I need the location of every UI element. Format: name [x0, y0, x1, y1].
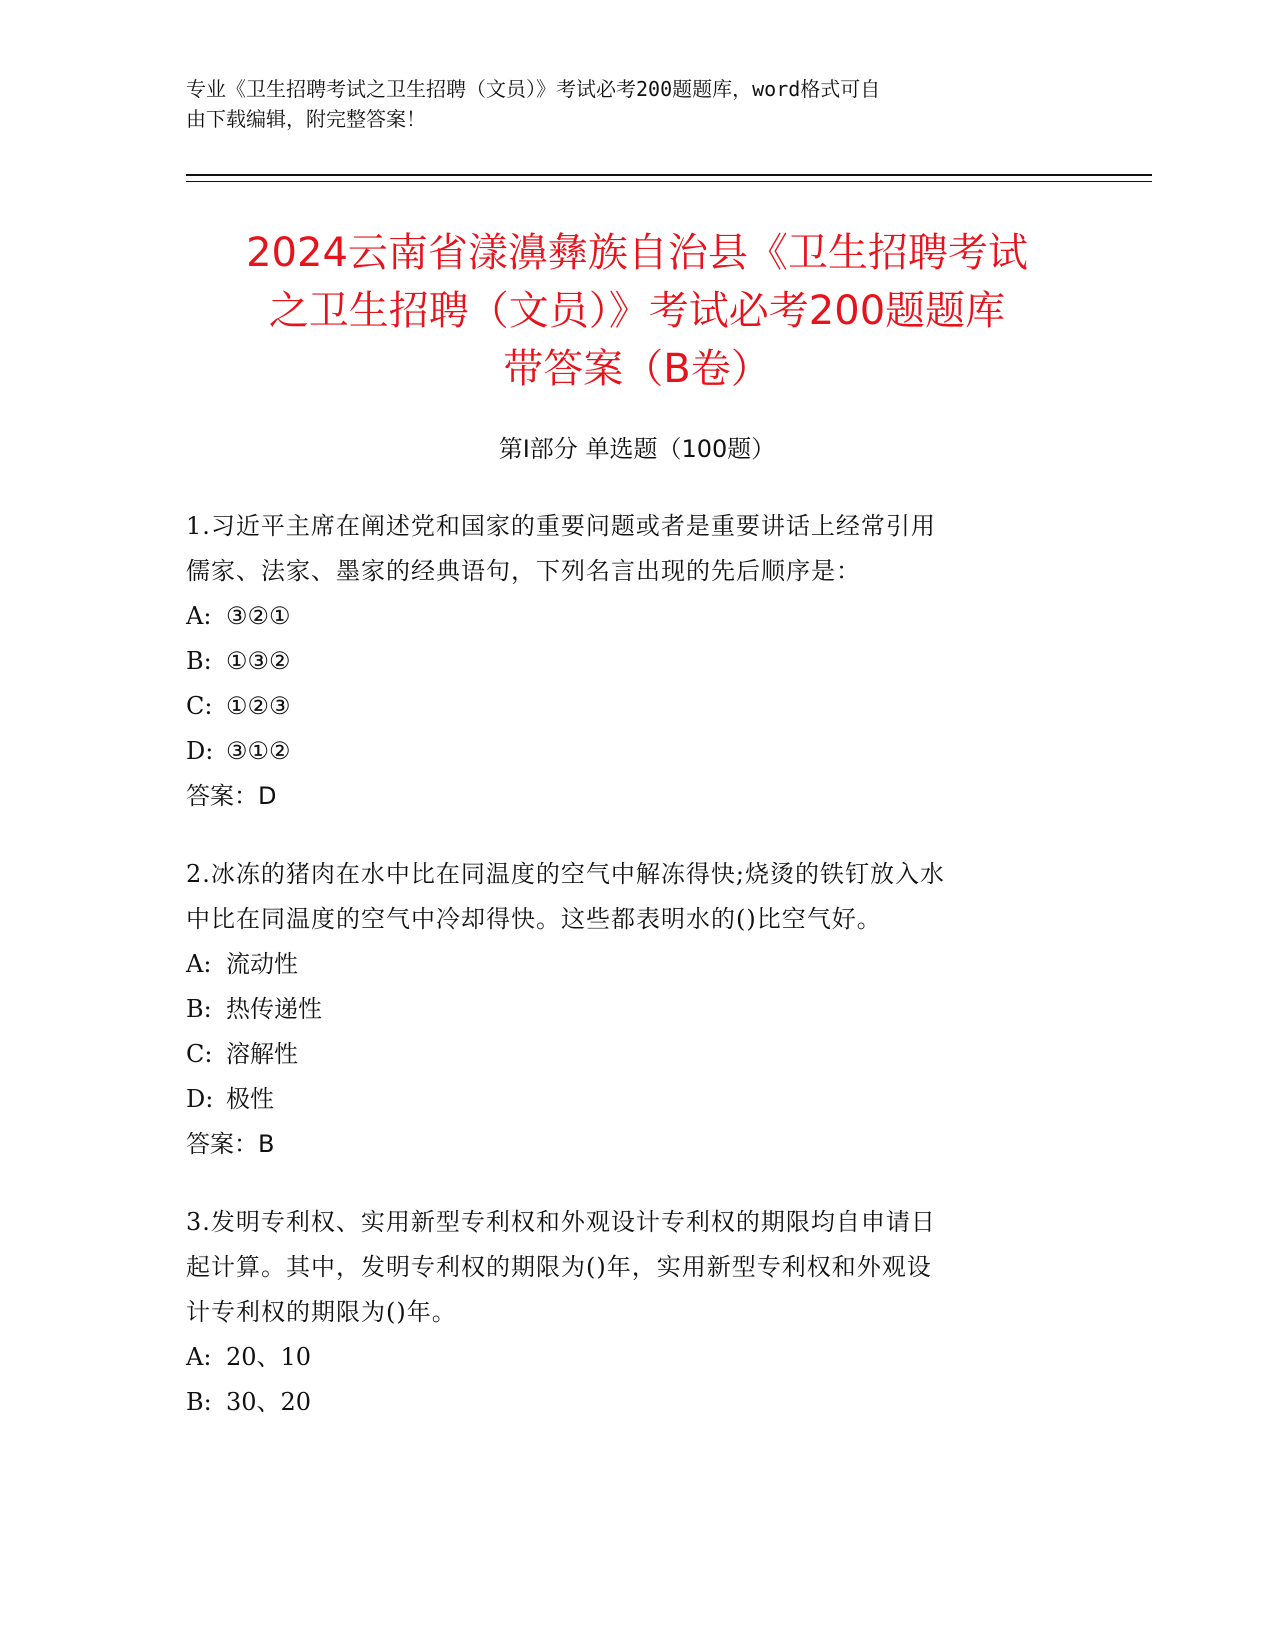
question-stem: 1.习近平主席在阐述党和国家的重要问题或者是重要讲话上经常引用 — [186, 512, 936, 540]
option-b — [186, 1380, 1066, 1425]
option-letter: A: — [186, 950, 212, 978]
question-stem: 计专利权的期限为()年。 — [186, 1298, 457, 1326]
option-letter: D: — [186, 737, 214, 765]
option-b — [186, 639, 1066, 684]
header-note-line: 由下载编辑，附完整答案！ — [186, 107, 426, 131]
option-letter: A: — [186, 602, 212, 630]
option-text: 热传递性 — [226, 995, 322, 1023]
option-text: 20、10 — [226, 1343, 312, 1371]
question-stem: 中比在同温度的空气中冷却得快。这些都表明水的()比空气好。 — [186, 905, 882, 933]
answer-line: 答案：B — [186, 1130, 275, 1158]
question-stem: 起计算。其中，发明专利权的期限为()年，实用新型专利权和外观设 — [186, 1253, 932, 1281]
question-3 — [186, 1200, 1066, 1425]
header-divider-thick — [186, 174, 1152, 176]
option-text: 流动性 — [226, 950, 298, 978]
question-stem: 儒家、法家、墨家的经典语句，下列名言出现的先后顺序是： — [186, 557, 861, 585]
option-c — [186, 1032, 1066, 1077]
option-text: ③①② — [226, 737, 291, 765]
option-letter: A: — [186, 1343, 212, 1371]
title-line: 之卫生招聘（文员）》考试必考200题题库 — [268, 288, 1006, 334]
document-title — [186, 224, 1088, 398]
option-c — [186, 684, 1066, 729]
title-line: 带答案（B卷） — [503, 346, 771, 392]
option-letter: D: — [186, 1085, 214, 1113]
option-letter: C: — [186, 1040, 213, 1068]
answer-line: 答案：D — [186, 782, 277, 810]
option-a — [186, 1335, 1066, 1380]
option-text: 30、20 — [226, 1388, 312, 1416]
option-d — [186, 1077, 1066, 1122]
option-text: 溶解性 — [226, 1040, 298, 1068]
option-letter: C: — [186, 692, 213, 720]
option-d — [186, 729, 1066, 774]
option-text: 极性 — [226, 1085, 274, 1113]
option-b — [186, 987, 1066, 1032]
option-text: ③②① — [226, 602, 291, 630]
option-a — [186, 942, 1066, 987]
title-line: 2024云南省漾濞彝族自治县《卫生招聘考试 — [246, 230, 1028, 276]
option-a — [186, 594, 1066, 639]
section-title: 第Ⅰ部分 单选题（100题） — [498, 435, 776, 463]
question-2 — [186, 852, 1066, 1167]
option-text: ①③② — [226, 647, 291, 675]
option-letter: B: — [186, 647, 212, 675]
question-stem: 2.冰冻的猪肉在水中比在同温度的空气中解冻得快;烧烫的铁钉放入水 — [186, 860, 945, 888]
header-note — [186, 74, 1066, 134]
header-divider-thin — [186, 181, 1152, 182]
option-text: ①②③ — [226, 692, 291, 720]
option-letter: B: — [186, 995, 212, 1023]
question-stem: 3.发明专利权、实用新型专利权和外观设计专利权的期限均自申请日 — [186, 1208, 936, 1236]
question-1 — [186, 504, 1066, 819]
option-letter: B: — [186, 1388, 212, 1416]
header-note-line: 专业《卫生招聘考试之卫生招聘（文员）》考试必考200题题库，word格式可自 — [186, 77, 881, 101]
